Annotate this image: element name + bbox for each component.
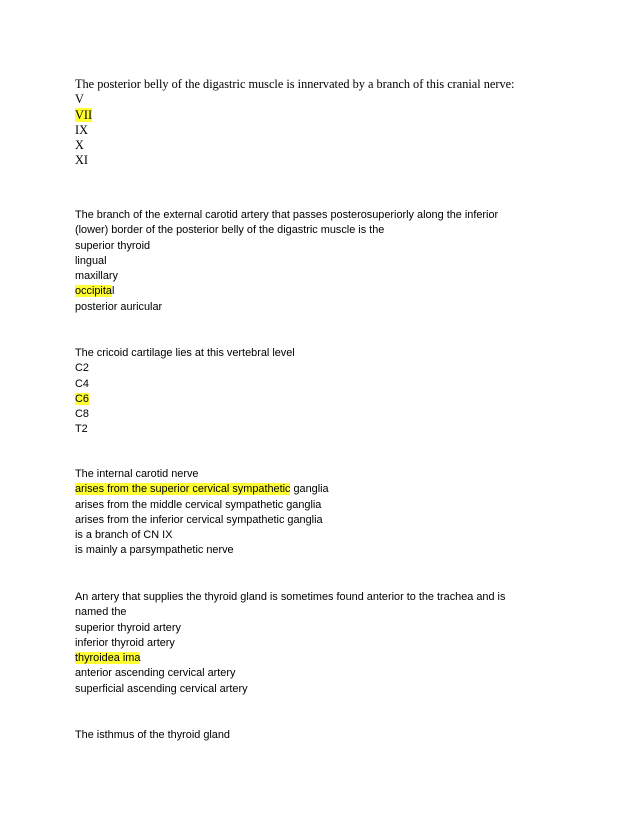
question-1 xyxy=(75,77,555,169)
question-stem: The cricoid cartilage lies at this vertebral level xyxy=(75,347,295,359)
option: C4 xyxy=(75,377,89,390)
option-answer xyxy=(75,482,555,497)
option: arises from the inferior cervical sympathetic ganglia xyxy=(75,513,323,526)
option-answer xyxy=(75,108,555,123)
answer-rest: l xyxy=(111,285,115,298)
question-stem-line: An artery that supplies the thyroid gland is sometimes found anterior to the trachea and is xyxy=(75,591,506,603)
option: XI xyxy=(75,153,88,168)
question-stem-line: (lower) border of the posterior belly of the digastric muscle is the xyxy=(75,224,385,237)
option: superior thyroid xyxy=(75,239,151,252)
option: C2 xyxy=(75,362,89,375)
option: T2 xyxy=(75,423,88,436)
answer-highlight: VII xyxy=(75,107,93,122)
option: is a branch of CN IX xyxy=(75,529,173,542)
option: maxillary xyxy=(75,270,118,283)
option-answer xyxy=(75,651,555,666)
option: arises from the middle cervical sympathetic ganglia xyxy=(75,498,322,511)
option: superficial ascending cervical artery xyxy=(75,682,248,695)
question-3 xyxy=(75,346,555,438)
question-stem-line: The branch of the external carotid artery that passes posterosuperiorly along the inferior xyxy=(75,209,499,221)
question-6 xyxy=(75,728,555,743)
option: is mainly a parsympathetic nerve xyxy=(75,544,234,557)
question-stem: The isthmus of the thyroid gland xyxy=(75,729,230,741)
option-answer xyxy=(75,392,555,407)
option: IX xyxy=(75,122,88,137)
question-stem: The posterior belly of the digastric muscle is innervated by a branch of this cranial nerve: xyxy=(75,77,515,91)
option: anterior ascending cervical artery xyxy=(75,667,236,680)
question-4 xyxy=(75,467,555,559)
option: inferior thyroid artery xyxy=(75,636,175,649)
answer-highlight: thyroidea ima xyxy=(75,652,141,665)
option: V xyxy=(75,92,84,107)
answer-rest: ganglia xyxy=(290,483,329,496)
answer-highlight: occipita xyxy=(75,285,112,298)
question-stem: The internal carotid nerve xyxy=(75,468,199,480)
option-answer xyxy=(75,284,555,299)
option: posterior auricular xyxy=(75,300,163,313)
question-stem-line: named the xyxy=(75,606,127,619)
question-5 xyxy=(75,590,555,697)
option: X xyxy=(75,138,84,153)
answer-highlight: C6 xyxy=(75,392,89,405)
option: lingual xyxy=(75,254,107,267)
option: C8 xyxy=(75,408,89,421)
option: superior thyroid artery xyxy=(75,621,181,634)
answer-highlight: arises from the superior cervical sympathetic xyxy=(75,483,291,496)
question-2 xyxy=(75,208,555,315)
